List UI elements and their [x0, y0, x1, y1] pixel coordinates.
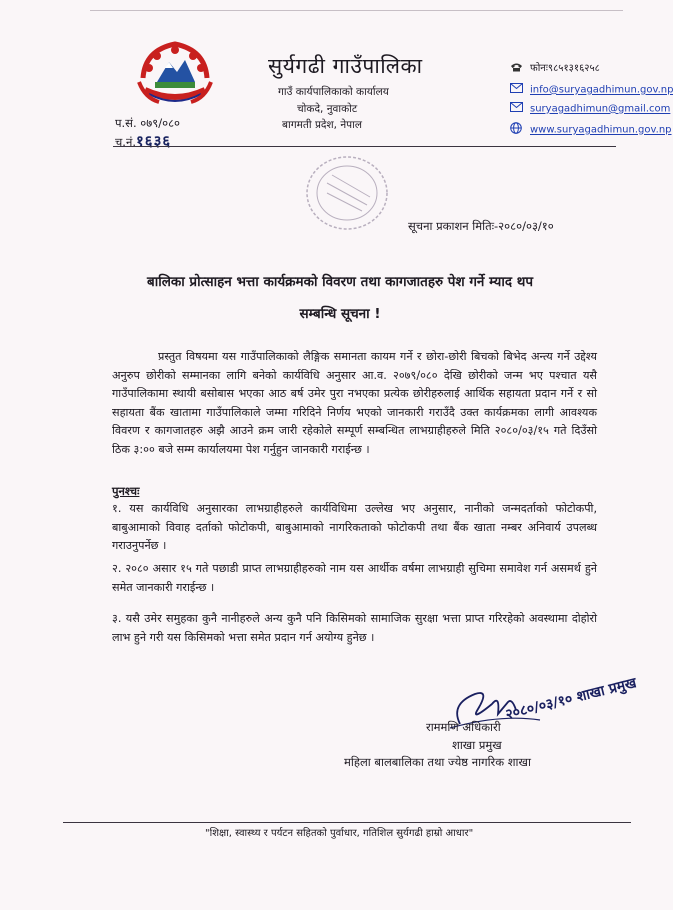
office-stamp-icon [302, 153, 392, 233]
footer-divider [63, 822, 631, 823]
notice-body: प्रस्तुत विषयमा यस गाउँपालिकाको लैङ्गिक समानता कायम गर्ने र छोरा-छोरी बिचको बिभेद अन्त्य गर्ने उद्देश्य अनुरुप छोरीको सम्मानका लागि बनेको कार्यविधि अनुसार आ.व. २०७९/०८० देखि छोरीको जन्म भए पश्चात यसै गाउँपालिकामा स्थायी बसोबास भएका आठ बर्ष उमेर पुरा नभएका प्रत्येक छोरीहरुलाई आर्थिक सहायता प्रदान गर्ने र सो सहायता बैंक खातामा गाउँपालिकाले जम्मा गरिदिने निर्णय भएको जानकारी गराउँदै उक्त कार्यक्रमका लागी आवश्यक विवरण र कागजातहरु अझै आउने क्रम जारी रहेकोले सम्पूर्ण सम्बन्धित लाभग्राहीहरुले मिति २०८०/०३/१५ गते दिउँसो ठिक ३:०० बजे सम्म कार्यालयमा पेश गर्नुहुन जानकारी गराईन्छ । [112, 350, 597, 456]
contact-website[interactable] [510, 122, 672, 137]
signatory-name: राममणि अधिकारी [426, 720, 501, 734]
contact-phone: फोनः९८५१३१६२५८ [510, 60, 600, 75]
website-link[interactable]: www.suryagadhimun.gov.np [530, 124, 672, 136]
top-border-line [90, 10, 623, 11]
office-subtitle: गाउँ कार्यपालिकाको कार्यालय [278, 86, 389, 98]
office-province: बागमती प्रदेश, नेपाल [282, 119, 362, 131]
notice-title-line2: सम्बन्धि सूचना ! [299, 306, 381, 322]
contact-email-gmail[interactable] [510, 102, 670, 115]
office-address: चोकदे, नुवाकोट [297, 103, 358, 115]
publish-date: सूचना प्रकाशन मितिः-२०८०/०३/१० [408, 219, 554, 233]
punascha-heading: पुनश्चः [112, 484, 140, 498]
mail-icon [510, 102, 524, 115]
notice-title-line1: बालिका प्रोत्साहन भत्ता कार्यक्रमको विवरण तथा कागजातहरु पेश गर्ने म्याद थप [147, 274, 533, 290]
point-3: ३. यसै उमेर समुहका कुनै नानीहरुले अन्य कुनै पनि किसिमको सामाजिक सुरक्षा भत्ता प्राप्त गरिरहेको अवस्थामा दोहोरो लाभ हुने गरी यस किसिमको भत्ता समेत प्रदान गर्न अयोग्य हुनेछ । [112, 612, 597, 644]
email-gmail-link[interactable]: suryagadhimun@gmail.com [530, 103, 671, 115]
header-divider [113, 146, 616, 147]
email-info-link[interactable]: info@suryagadhimun.gov.np [530, 84, 673, 96]
signatory-branch: महिला बालबालिका तथा ज्येष्ठ नागरिक शाखा [344, 755, 531, 769]
point-1: १. यस कार्यविधि अनुसारका लाभग्राहीहरुले कार्यविधिमा उल्लेख भए अनुसार, नानीको जन्मदर्ताको फोटोकपी, बाबुआमाको विवाह दर्ताको फोटोकपी, बाबुआमाको नागरिकताको फोटोकपी तथा बैंक खाता नम्बर अनिवार्य उपलब्ध गराउनुपर्नेछ । [112, 502, 597, 552]
footer-motto: "शिक्षा, स्वास्थ्य र पर्यटन सहितको पुर्वाधार, गतिशिल सुर्यगढी हाम्रो आधार" [205, 828, 474, 839]
globe-icon [510, 122, 524, 137]
point-2: २. २०८० असार १५ गते पछाडी प्राप्त लाभग्राहीहरुको नाम यस आर्थीक वर्षमा लाभग्राही सुचिमा समावेश गर्न असमर्थ हुने समेत जानकारी गराईन्छ । [112, 562, 597, 594]
signatory-title: शाखा प्रमुख [452, 738, 502, 752]
fiscal-year: प.सं. ०७९/०८० [115, 116, 181, 130]
phone-icon [510, 62, 524, 75]
handwritten-date-note: २०८०/०३/१० शाखा प्रमुख [503, 675, 639, 724]
dispatch-number-value: १६३६ [136, 132, 172, 150]
government-emblem-icon [135, 38, 215, 110]
dispatch-number: च.नं.१६३६ [115, 132, 172, 150]
office-name: सुर्यगढी गाउँपालिका [268, 54, 423, 78]
mail-icon [510, 83, 524, 96]
contact-email-info[interactable] [510, 83, 673, 96]
